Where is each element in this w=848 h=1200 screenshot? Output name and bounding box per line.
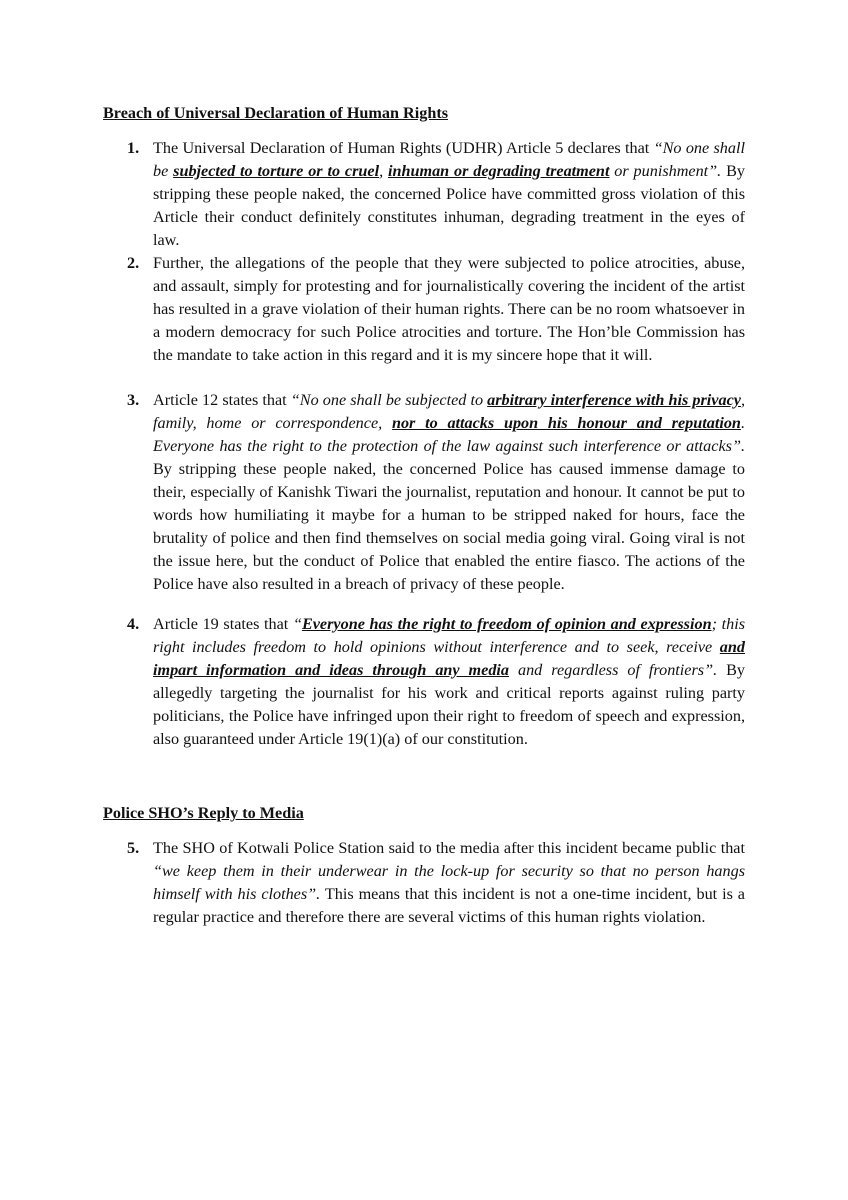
item-paragraph <box>153 252 745 367</box>
item-paragraph <box>153 137 745 252</box>
item-number: 4. <box>127 615 140 633</box>
list-item-1 <box>103 137 745 252</box>
emphasis-run: arbitrary interference with his privacy <box>487 391 741 409</box>
item-paragraph <box>153 613 745 751</box>
text-run: The Universal Declaration of Human Rights (UDHR) Article 5 declares that <box>153 139 654 157</box>
text-run: The SHO of Kotwali Police Station said to the media after this incident became public that <box>153 839 745 857</box>
text-run: Article 19 states that <box>153 615 293 633</box>
item-paragraph <box>153 837 745 929</box>
quote-run: or punishment”. <box>609 162 722 180</box>
text-run: Further, the allegations of the people that they were subjected to police atrocities, abuse, and assault, simply for protesting and for journalistically covering the incident of the artist has resulted in a grave violation of their human rights. There can be no room whatsoever in a modern democracy for such Police atrocities and torture. The Hon’ble Commission has the mandate to take action in this regard and it is my sincere hope that it will. <box>153 254 745 364</box>
item-number: 5. <box>127 839 140 857</box>
quote-run: “No one shall be subjected to <box>290 391 488 409</box>
text-run: This means that this incident is not a one-time incident, but is a regular practice and therefore there are several victims of this human rights violation. <box>153 885 745 926</box>
quote-run: and regardless of frontiers”. <box>509 661 718 679</box>
list-item-3 <box>103 389 745 596</box>
quote-run: “we keep them in their underwear in the lock-up for security so that no person hangs himself with his clothes”. <box>153 862 745 903</box>
emphasis-run: and impart information and ideas through any media <box>153 638 745 679</box>
quote-run: , <box>379 162 388 180</box>
emphasis-run: Everyone has the right to freedom of opinion and expression <box>301 615 712 633</box>
item-number: 3. <box>127 391 140 409</box>
list-item-2 <box>103 252 745 367</box>
section-heading-sho-reply: Police SHO’s Reply to Media <box>103 804 304 822</box>
quote-run: . Everyone has the right to the protection of the law against such interference or attacks”. <box>153 414 745 455</box>
item-number: 1. <box>127 139 140 157</box>
item-paragraph <box>153 389 745 596</box>
text-run: By allegedly targeting the journalist for his work and critical reports against ruling party politicians, the Police have infringed upon their right to freedom of speech and expression, also guaranteed under Article 19(1)(a) of our constitution. <box>153 661 745 748</box>
list-item-4 <box>103 613 745 751</box>
quote-run: “ <box>292 615 302 633</box>
text-run: By stripping these people naked, the concerned Police has caused immense damage to their, especially of Kanishk Tiwari the journalist, reputation and honour. It cannot be put to words how humiliating it maybe for a human to be stripped naked for hours, face the brutality of police and then find themselves on social media going viral. Going viral is not the issue here, but the conduct of Police that enabled the entire fiasco. The actions of the Police have also resulted in a breach of privacy of these people. <box>153 460 745 593</box>
text-run: By stripping these people naked, the concerned Police have committed gross violation of this Article their conduct definitely constitutes inhuman, degrading treatment in the eyes of law. <box>153 162 745 249</box>
emphasis-run: subjected to torture or to cruel <box>173 162 380 180</box>
emphasis-run: nor to attacks upon his honour and reputation <box>391 414 741 432</box>
emphasis-run: inhuman or degrading treatment <box>387 162 610 180</box>
item-number: 2. <box>127 254 140 272</box>
quote-run: , family, home or correspondence, <box>153 391 745 432</box>
text-run: Article 12 states that <box>153 391 291 409</box>
list-item-5 <box>103 837 745 929</box>
section-heading-udhr: Breach of Universal Declaration of Human Rights <box>103 104 449 122</box>
quote-run: “No one shall be <box>153 139 745 180</box>
quote-run: ; this right includes freedom to hold opinions without interference and to seek, receive <box>153 615 745 656</box>
